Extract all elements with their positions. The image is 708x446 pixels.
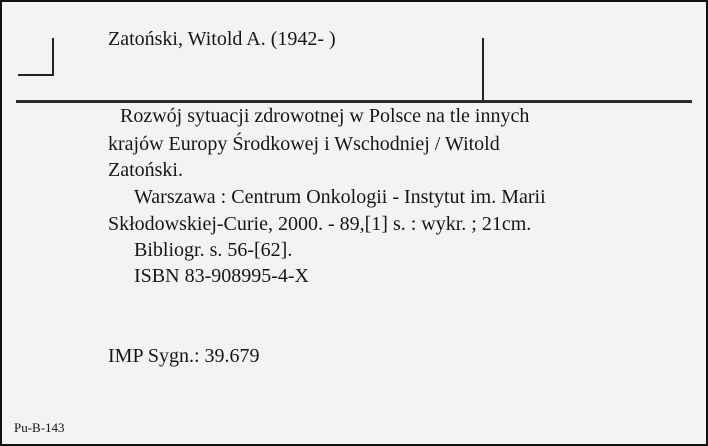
bibliography-note: Bibliogr. s. 56-[62]. <box>134 239 293 261</box>
isbn-line: ISBN 83-908995-4-X <box>134 265 309 287</box>
corner-mark-vertical <box>52 38 54 76</box>
heading-rule <box>16 100 692 103</box>
signature-number: IMP Sygn.: 39.679 <box>108 345 260 367</box>
card-id: Pu-B-143 <box>14 420 65 435</box>
author-heading: Zatoński, Witold A. (1942- ) <box>108 28 336 50</box>
right-vertical-mark <box>482 38 484 102</box>
imprint-line-2: Skłodowskiej-Curie, 2000. - 89,[1] s. : wykr. ; 21cm. <box>108 213 532 235</box>
title-line-2: krajów Europy Środkowej i Wschodniej / Witold <box>108 133 500 155</box>
imprint-line-1: Warszawa : Centrum Onkologii - Instytut im. Marii <box>134 186 546 208</box>
title-line-1: Rozwój sytuacji zdrowotnej w Polsce na tle innych <box>120 105 530 127</box>
corner-mark-horizontal <box>18 74 54 76</box>
title-line-3: Zatoński. <box>108 159 183 181</box>
